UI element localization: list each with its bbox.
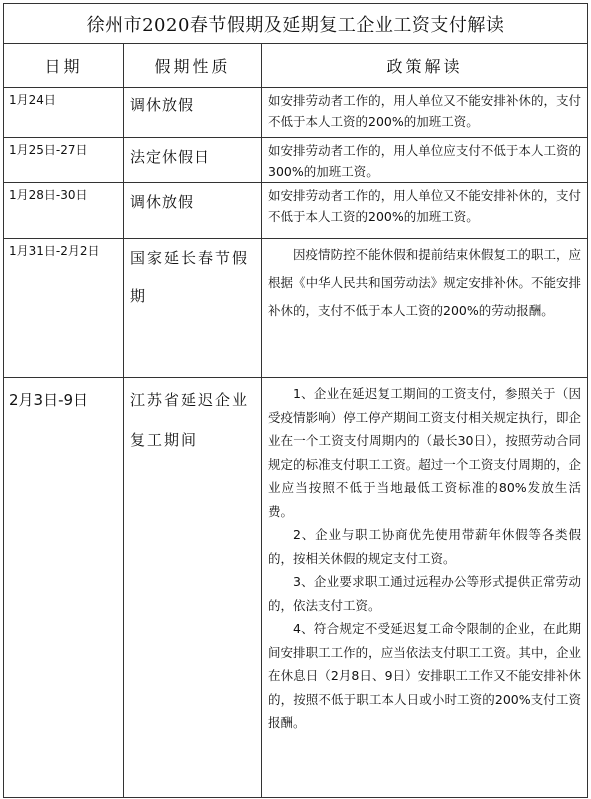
row-type: 国家延长春节假期 <box>124 239 262 378</box>
row-date: 2月3日-9日 <box>4 378 124 798</box>
policy-table-document <box>3 3 587 796</box>
header-policy: 政策解读 <box>262 44 588 88</box>
title-row <box>4 4 588 44</box>
row-policy: 因疫情防控不能休假和提前结束休假复工的职工，应根据《中华人民共和国劳动法》规定安排补休。不能安排补休的，支付不低于本人工资的200%的劳动报酬。 <box>262 239 588 378</box>
policy-item: 3、企业要求职工通过远程办公等形式提供正常劳动的，依法支付工资。 <box>268 574 582 613</box>
row-date: 1月25日-27日 <box>4 138 124 183</box>
row-type: 江苏省延迟企业复工期间 <box>124 378 262 798</box>
table-row <box>4 138 588 183</box>
page-title: 徐州市2020春节假期及延期复工企业工资支付解读 <box>4 4 588 44</box>
row-date: 1月24日 <box>4 88 124 138</box>
row-type: 调休放假 <box>124 88 262 138</box>
row-policy: 如安排劳动者工作的，用人单位应支付不低于本人工资的300%的加班工资。 <box>262 138 588 183</box>
policy-item: 2、企业与职工协商优先使用带薪年休假等各类假的，按相关休假的规定支付工资。 <box>268 527 582 566</box>
policy-item: 4、符合规定不受延迟复工命令限制的企业，在此期间安排职工工作的，应当依法支付职工工资。其中，企业在休息日（2月8日、9日）安排职工工作又不能安排补休的，按照不低于职工本人日或小时工资的200%支付工资报酬。 <box>268 621 582 730</box>
row-policy <box>262 378 588 798</box>
header-type: 假期性质 <box>124 44 262 88</box>
policy-item: 1、企业在延迟复工期间的工资支付，参照关于（因受疫情影响）停工停产期间工资支付相关规定执行，即企业在一个工资支付周期内的（最长30日），按照劳动合同规定的标准支付职工工资。超过一个工资支付周期的，企业应当按照不低于当地最低工资标准的80%发放生活费。 <box>268 386 582 519</box>
header-row <box>4 44 588 88</box>
row-date: 1月31日-2月2日 <box>4 239 124 378</box>
header-date: 日期 <box>4 44 124 88</box>
row-type: 调休放假 <box>124 183 262 239</box>
table-row <box>4 378 588 798</box>
table-row <box>4 183 588 239</box>
table-row <box>4 239 588 378</box>
row-policy: 如安排劳动者工作的，用人单位又不能安排补休的，支付不低于本人工资的200%的加班工资。 <box>262 183 588 239</box>
table-row <box>4 88 588 138</box>
row-date: 1月28日-30日 <box>4 183 124 239</box>
row-type: 法定休假日 <box>124 138 262 183</box>
row-policy: 如安排劳动者工作的，用人单位又不能安排补休的，支付不低于本人工资的200%的加班工资。 <box>262 88 588 138</box>
policy-table <box>3 3 588 798</box>
